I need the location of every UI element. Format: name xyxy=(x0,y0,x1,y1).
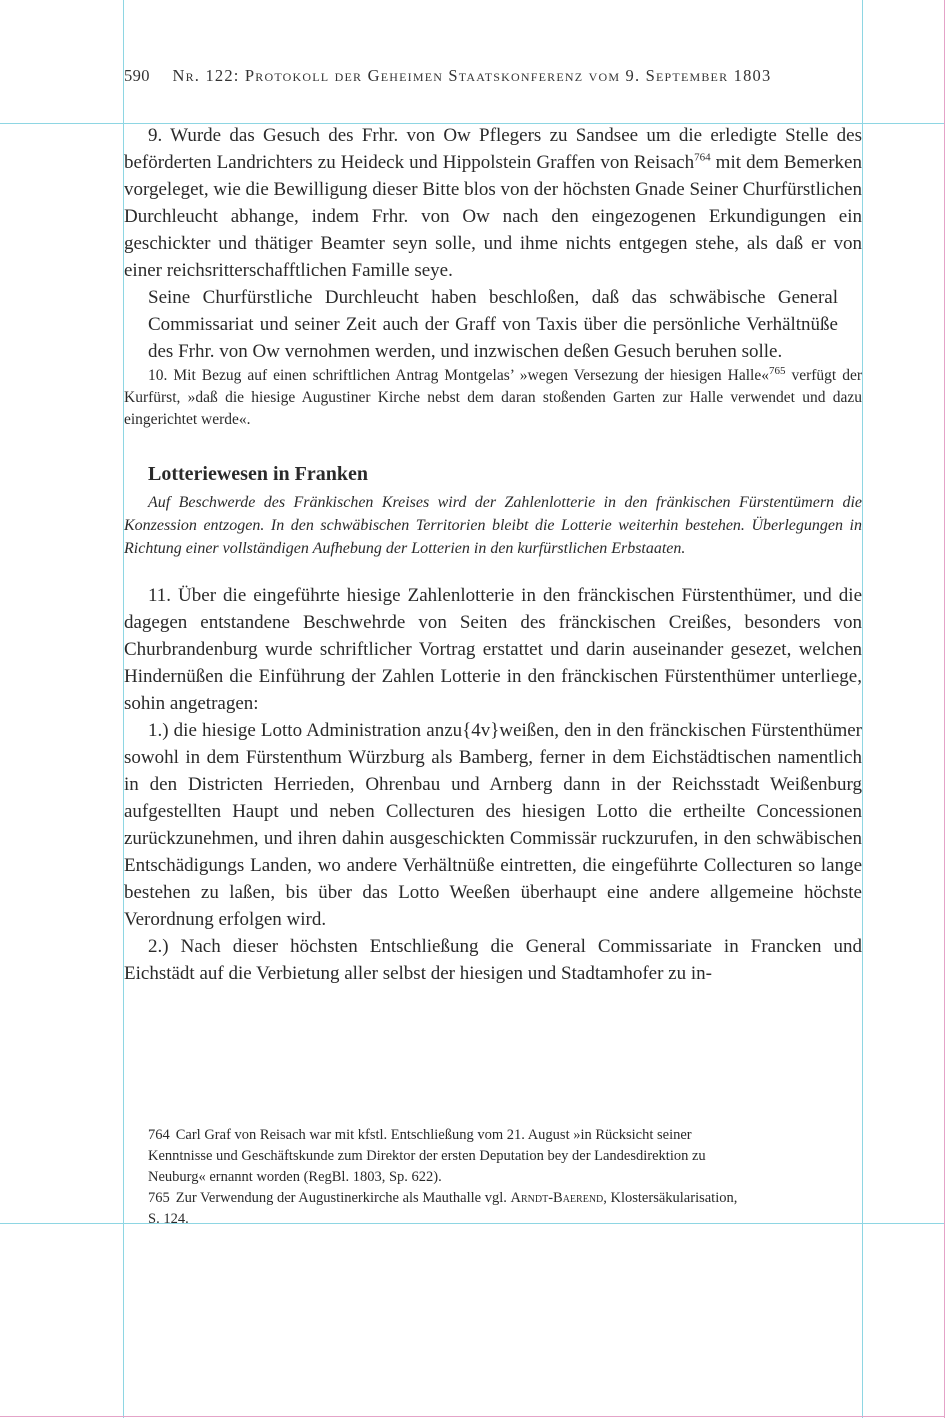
paragraph-9: 9. Wurde das Gesuch des Frhr. von Ow Pflegers zu Sandsee um die erledigte Stelle des beförderten Landrichters zu Heideck und Hippolstein Graffen von Reisach$^{764}$ mit dem Bemerken vorgeleget, wie die Bewilligung dieser Bitte blos von der höchsten Gnade Seiner Churfürstlichen Durchleucht abhange, indem Frhr. von Ow nach den eingezogenen Erkundigungen ein geschickter und thätiger Beamter seyn solle, und ihme nichts entgegen stehe, als daß er von einer reichsritterschafftlichen Famille seye. xyxy=(124,125,862,281)
footnote-text: Carl Graf von Reisach war mit kfstl. Entschließung vom 21. August »in Rücksicht seiner Kenntnisse und Geschäftskunde zum Direktor der ersten Deputation bey der Landesdirektion zu Neuburg« ernannt worden (RegBl. 1803, Sp. 622). xyxy=(148,1127,706,1185)
footnote-ref-764[interactable]: 764 xyxy=(694,151,711,164)
footnote-author: Arndt-Baerend xyxy=(510,1190,604,1206)
paragraph-11-item-1: 1.) die hiesige Lotto Administration anzu{4v}weißen, den in den fränckischen Fürstenthümer sowohl in dem Fürstenthum Würzburg als Bamberg, ferner in dem Eichstädtischen namentlich in den Districten Herrieden, Ohrenbau und Arnberg dann in der Reichsstadt Weißenburg aufgestellten Haupt und neben Collecturen des hiesigen Lotto die ertheilte Concessionen zurückzunehmen, und ihren dahin ausgeschickten Commissär ruckzurufen, in den schwäbischen Entschädigungs Landen, wo andere Verhältnüße eintretten, die eingeführte Collecturen so lange bestehen zu laßen, bis über das Lotto Weeßen überhaupt eine andere allgemeine höchste Verordnung erfolgen wird. xyxy=(124,720,862,930)
margin-guide-right xyxy=(862,0,863,1418)
paragraph-9-decision: Seine Churfürstliche Durchleucht haben beschloßen, daß das schwäbische General Commissariat und seiner Zeit auch der Graff von Taxis über die persönliche Verhältnüße des Frhr. von Ow vernohmen werden, und inzwischen deßen Gesuch beruhen solle. xyxy=(148,287,838,362)
footnote-764 xyxy=(148,1125,748,1188)
spacer xyxy=(124,560,862,582)
running-head xyxy=(124,66,844,86)
footnote-number: 764 xyxy=(148,1127,170,1143)
page-edge-bottom xyxy=(0,1416,945,1417)
footnote-text: Zur Verwendung der Augustinerkirche als Mauthalle vgl. xyxy=(175,1190,511,1206)
section-summary: Auf Beschwerde des Fränkischen Kreises wird der Zahlenlotterie in den fränkischen Fürstentümern die Konzession entzogen. In den schwäbischen Territorien bleibt die Lotterie weiterhin bestehen. Überlegungen in Richtung einer vollständigen Aufhebung der Lotterien in den kurfürstlichen Erbstaaten. xyxy=(124,494,862,557)
paragraph-11: 11. Über die eingeführte hiesige Zahlenlotterie in den fränckischen Fürstenthümer, und die dagegen entstandene Beschwehrde von Seiten des fränckischen Creißes, besonders von Churbrandenburg wurde schriftlicher Vortrag erstattet und darin auseinander gesezet, welchen Hindernüßen die Einführung der Zahlen Lotterie in den fränckischen Fürstenthümer unterliege, sohin angetragen: xyxy=(124,585,862,714)
running-title: Nr. 122: Protokoll der Geheimen Staatskonferenz vom 9. September 1803 xyxy=(172,66,772,85)
main-text xyxy=(124,122,862,987)
footnote-text-after: , Klostersäkularisation, S. 124. xyxy=(148,1190,738,1227)
footnote-number: 765 xyxy=(148,1190,170,1206)
section-heading: Lotteriewesen in Franken xyxy=(148,463,368,485)
paragraph-11-item-2: 2.) Nach dieser höchsten Entschließung die General Commissariate in Francken und Eichstädt auf die Verbietung aller selbst der hiesigen und Stadtamhofer zu in- xyxy=(124,936,862,984)
footnotes xyxy=(148,1125,748,1230)
page-number: 590 xyxy=(124,66,150,85)
footnote-ref-765[interactable]: 765 xyxy=(768,364,786,377)
paragraph-10: 10. Mit Bezug auf einen schriftlichen Antrag Montgelas’ »wegen Versezung der hiesigen Halle«$^{765}$ verfügt der Kurfürst, »daß die hiesige Augustiner Kirche nebst dem daran stoßenden Garten zur Halle verwendet und dazu eingerichtet werde«. xyxy=(124,364,862,428)
footnote-765 xyxy=(148,1188,748,1230)
